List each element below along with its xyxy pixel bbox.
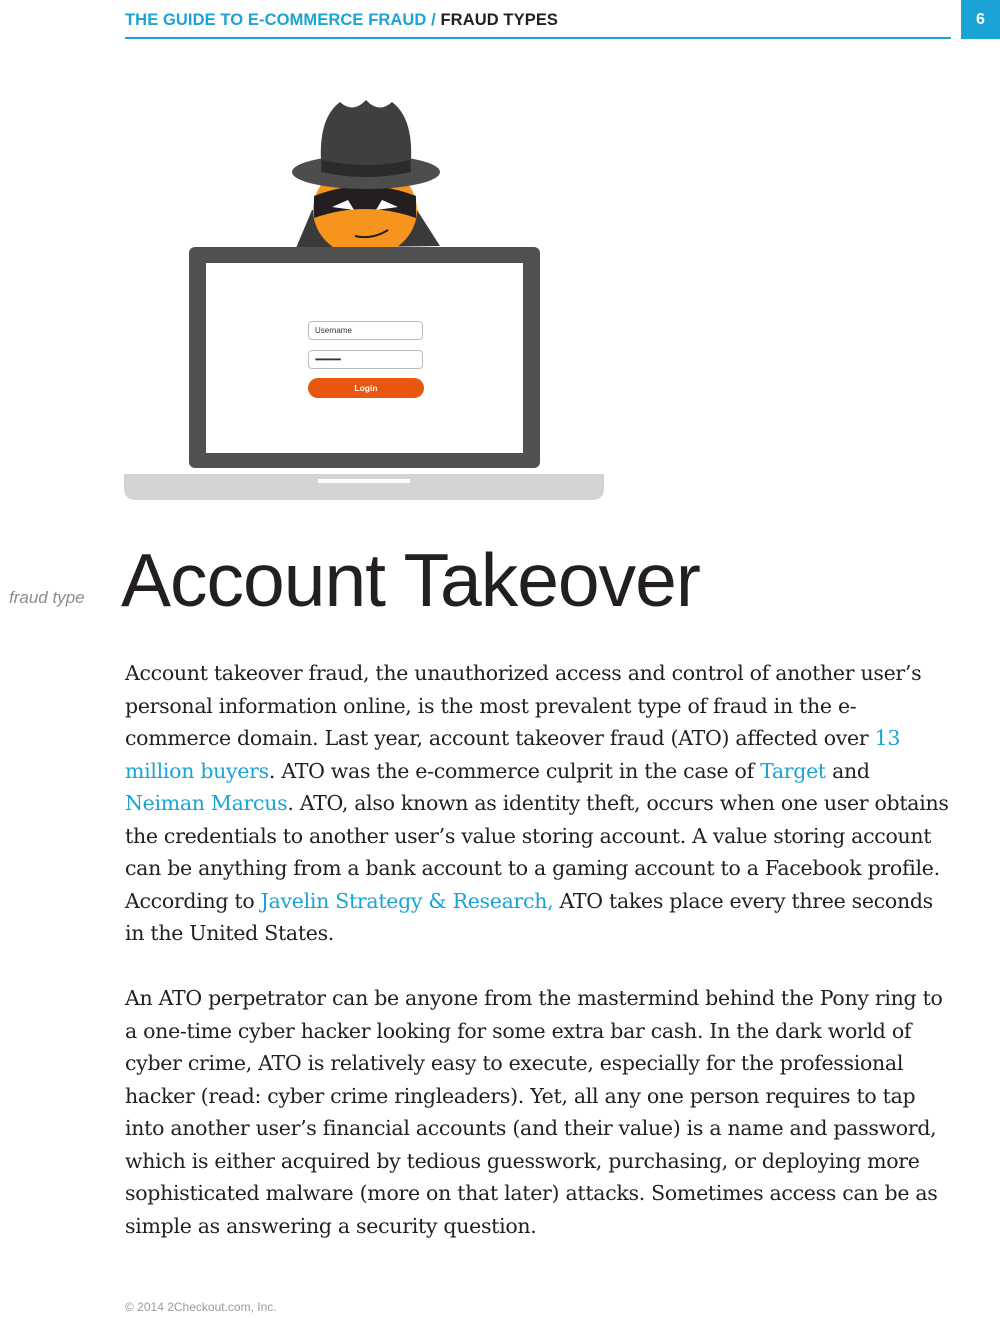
paragraph-1 xyxy=(125,657,955,950)
laptop-trackpad-slot xyxy=(318,479,410,483)
paragraph-1-text-5: ATO takes place every three seconds in the United States. xyxy=(125,888,933,945)
login-button: Login xyxy=(308,378,424,398)
header-separator: / xyxy=(431,11,436,29)
page-header xyxy=(125,9,951,39)
link-javelin-strategy[interactable]: Javelin Strategy & Research, xyxy=(260,888,554,913)
paragraph-1-text-4: . ATO, also known as identity theft, occurs when one user obtains the credentials to another user’s value storing account. A value storing account can be anything from a bank account to a gaming account to a Facebook profile. According to xyxy=(125,791,949,913)
hacker-laptop-svg xyxy=(124,95,605,502)
paragraph-2: An ATO perpetrator can be anyone from the mastermind behind the Pony ring to a one-time cyber hacker looking for some extra bar cash. In the dark world of cyber crime, ATO is relatively easy to execute, especially for the professional hacker (read: cyber crime ringleaders). Yet, all any one person requires to tap into another user’s financial accounts (and their value) is a name and password, which is either acquired by tedious guesswork, purchasing, or deploying more sophisticated malware (more on that later) attacks. Sometimes access can be as simple as answering a security question. xyxy=(125,986,943,1238)
section-title: FRAUD TYPES xyxy=(440,11,559,29)
hacker-laptop-illustration xyxy=(124,95,605,502)
series-title: THE GUIDE TO E-COMMERCE FRAUD xyxy=(125,11,427,29)
hat-crown xyxy=(321,100,411,172)
page-number: 6 xyxy=(961,0,1000,39)
laptop-base xyxy=(124,474,604,500)
copyright-footer: © 2014 2Checkout.com, Inc. xyxy=(125,1300,277,1314)
link-target[interactable]: Target xyxy=(760,758,826,783)
link-neiman-marcus[interactable]: Neiman Marcus xyxy=(125,791,288,815)
paragraph-1-text-2: . ATO was the e-commerce culprit in the case of xyxy=(268,758,761,783)
password-input: •••••••••••••• xyxy=(308,350,423,369)
article-body xyxy=(125,657,955,1275)
paragraph-1-text-3: and xyxy=(825,758,870,783)
username-input: Username xyxy=(308,321,423,340)
paragraph-1-text-1: Account takeover fraud, the unauthorized access and control of another user’s personal information online, is the most prevalent type of fraud in the e-commerce domain. Last year, account takeover fraud (ATO) affected over xyxy=(125,661,922,750)
fraud-type-label: fraud type xyxy=(9,588,85,607)
link-13-million-buyers[interactable]: 13 million buyers xyxy=(125,726,901,783)
page-title: Account Takeover xyxy=(121,538,700,622)
